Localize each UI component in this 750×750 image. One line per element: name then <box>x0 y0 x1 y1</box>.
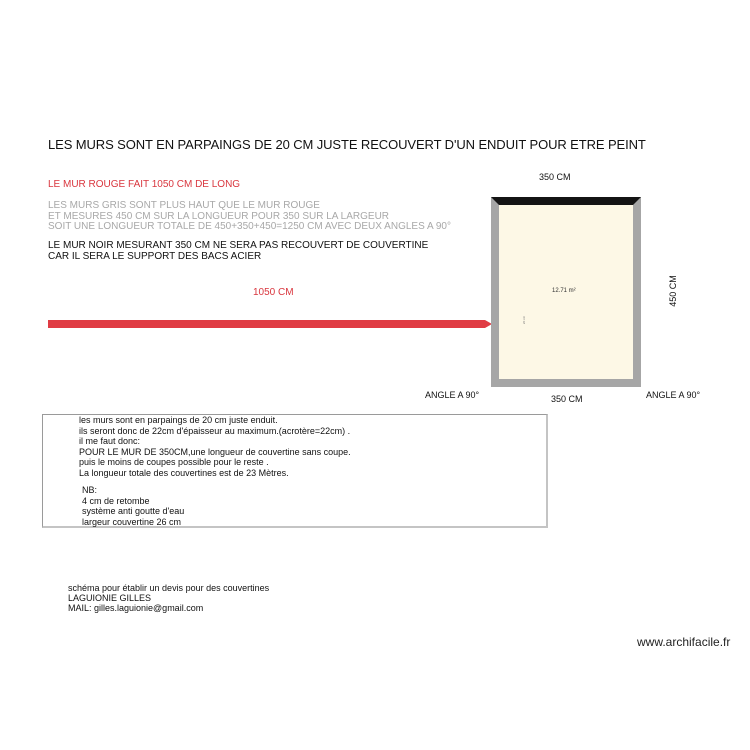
footer-line: MAIL: gilles.laguionie@gmail.com <box>68 603 204 613</box>
nb-line: NB: <box>82 485 98 495</box>
angle-right-label: ANGLE A 90° <box>646 390 701 400</box>
room-area-label: 12.71 m² <box>552 288 576 294</box>
notes-textbox[interactable] <box>42 414 548 528</box>
angle-left-label: ANGLE A 90° <box>425 390 480 400</box>
note-line: il me faut donc: <box>79 436 141 446</box>
red-wall-note: LE MUR ROUGE FAIT 1050 CM DE LONG <box>48 179 241 190</box>
right-dimension: 450 CM <box>667 275 678 307</box>
nb-line: système anti goutte d'eau <box>82 506 185 516</box>
grey-note-line: LES MURS GRIS SONT PLUS HAUT QUE LE MUR ROUGE <box>48 200 320 211</box>
note-line: POUR LE MUR DE 350CM,une longueur de couvertine sans coupe. <box>79 446 351 457</box>
red-wall[interactable] <box>48 320 485 328</box>
nb-text <box>82 485 184 527</box>
note-line: les murs sont en parpaings de 20 cm juste enduit. <box>79 415 278 425</box>
note-line: La longueur totale des couvertines est de 23 Mètres. <box>79 467 289 478</box>
page-title: LES MURS SONT EN PARPAINGS DE 20 CM JUSTE RECOUVERT D'UN ENDUIT POUR ETRE PEINT <box>48 137 646 152</box>
footer-line: schéma pour établir un devis pour des couvertines <box>68 583 270 593</box>
footer-credits <box>68 583 269 613</box>
note-line: puis le moins de coupes possible pour le reste . <box>79 457 269 467</box>
note-line: ils seront donc de 22cm d'épaisseur au maximum.(acrotère=22cm) . <box>79 425 351 436</box>
black-note-line: CAR IL SERA LE SUPPORT DES BACS ACIER <box>48 250 262 262</box>
red-wall-dimension: 1050 CM <box>253 287 294 298</box>
black-wall[interactable] <box>491 197 641 205</box>
grey-walls-note <box>48 201 451 233</box>
watermark: www.archifacile.fr <box>637 635 731 649</box>
top-dimension: 350 CM <box>539 172 571 182</box>
black-note-line: LE MUR NOIR MESURANT 350 CM NE SERA PAS RECOUVERT DE COUVERTINE <box>48 240 429 251</box>
bottom-dimension: 350 CM <box>551 394 583 404</box>
grey-note-line: SOIT UNE LONGUEUR TOTALE DE 450+350+450=1250 CM AVEC DEUX ANGLES A 90° <box>48 221 451 232</box>
footer-line: LAGUIONIE GILLES <box>68 593 152 603</box>
nb-line: 4 cm de retombe <box>82 495 150 506</box>
black-wall-note <box>48 241 428 262</box>
tiny-dimension-label: 20 cm <box>522 315 527 325</box>
grey-note-line: ET MESURES 450 CM SUR LA LONGUEUR POUR 350 SUR LA LARGEUR <box>48 210 390 222</box>
notes-text <box>79 415 351 478</box>
nb-line: largeur couvertine 26 cm <box>82 516 182 527</box>
